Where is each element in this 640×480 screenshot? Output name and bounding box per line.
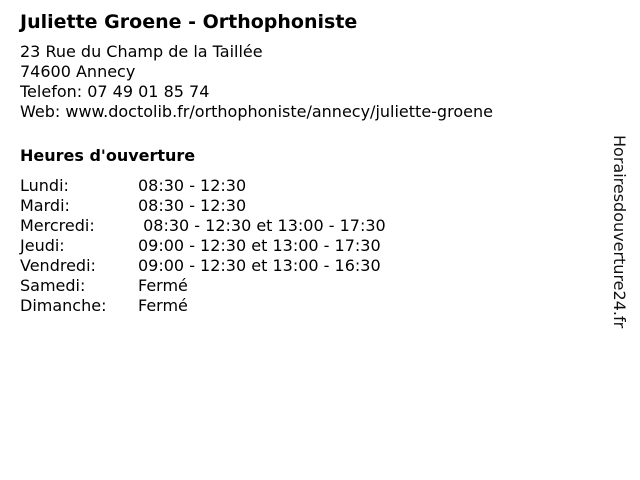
hours-row-friday bbox=[20, 256, 600, 276]
hours-day-label: Mercredi: bbox=[20, 216, 95, 235]
hours-row-monday bbox=[20, 176, 600, 196]
hours-day-label: Jeudi: bbox=[20, 236, 65, 255]
hours-time-value: 09:00 - 12:30 et 13:00 - 17:30 bbox=[138, 236, 381, 255]
hours-day-label: Vendredi: bbox=[20, 256, 96, 275]
address-city: 74600 Annecy bbox=[20, 62, 136, 81]
hours-time-value: Fermé bbox=[138, 296, 188, 315]
business-card bbox=[20, 10, 600, 316]
phone-number: Telefon: 07 49 01 85 74 bbox=[20, 82, 210, 101]
hours-day-label: Mardi: bbox=[20, 196, 70, 215]
business-title: Juliette Groene - Orthophoniste bbox=[20, 11, 358, 33]
hours-time-value: Fermé bbox=[138, 276, 188, 295]
hours-time-value: 09:00 - 12:30 et 13:00 - 16:30 bbox=[138, 256, 381, 275]
hours-row-thursday bbox=[20, 236, 600, 256]
hours-time-value: 08:30 - 12:30 bbox=[138, 176, 247, 195]
opening-hours-heading: Heures d'ouverture bbox=[20, 146, 196, 165]
hours-day-label: Lundi: bbox=[20, 176, 69, 195]
hours-row-wednesday bbox=[20, 216, 600, 236]
address-street: 23 Rue du Champ de la Taillée bbox=[20, 42, 263, 61]
site-watermark: Horairesdouverture24.fr bbox=[610, 135, 629, 329]
hours-time-value: 08:30 - 12:30 et 13:00 - 17:30 bbox=[138, 216, 386, 235]
hours-time-value: 08:30 - 12:30 bbox=[138, 196, 247, 215]
hours-row-saturday bbox=[20, 276, 600, 296]
hours-row-sunday bbox=[20, 296, 600, 316]
website-url: Web: www.doctolib.fr/orthophoniste/annecy/juliette-groene bbox=[20, 102, 493, 121]
hours-row-tuesday bbox=[20, 196, 600, 216]
hours-day-label: Dimanche: bbox=[20, 296, 107, 315]
hours-day-label: Samedi: bbox=[20, 276, 86, 295]
opening-hours-list bbox=[20, 176, 600, 316]
